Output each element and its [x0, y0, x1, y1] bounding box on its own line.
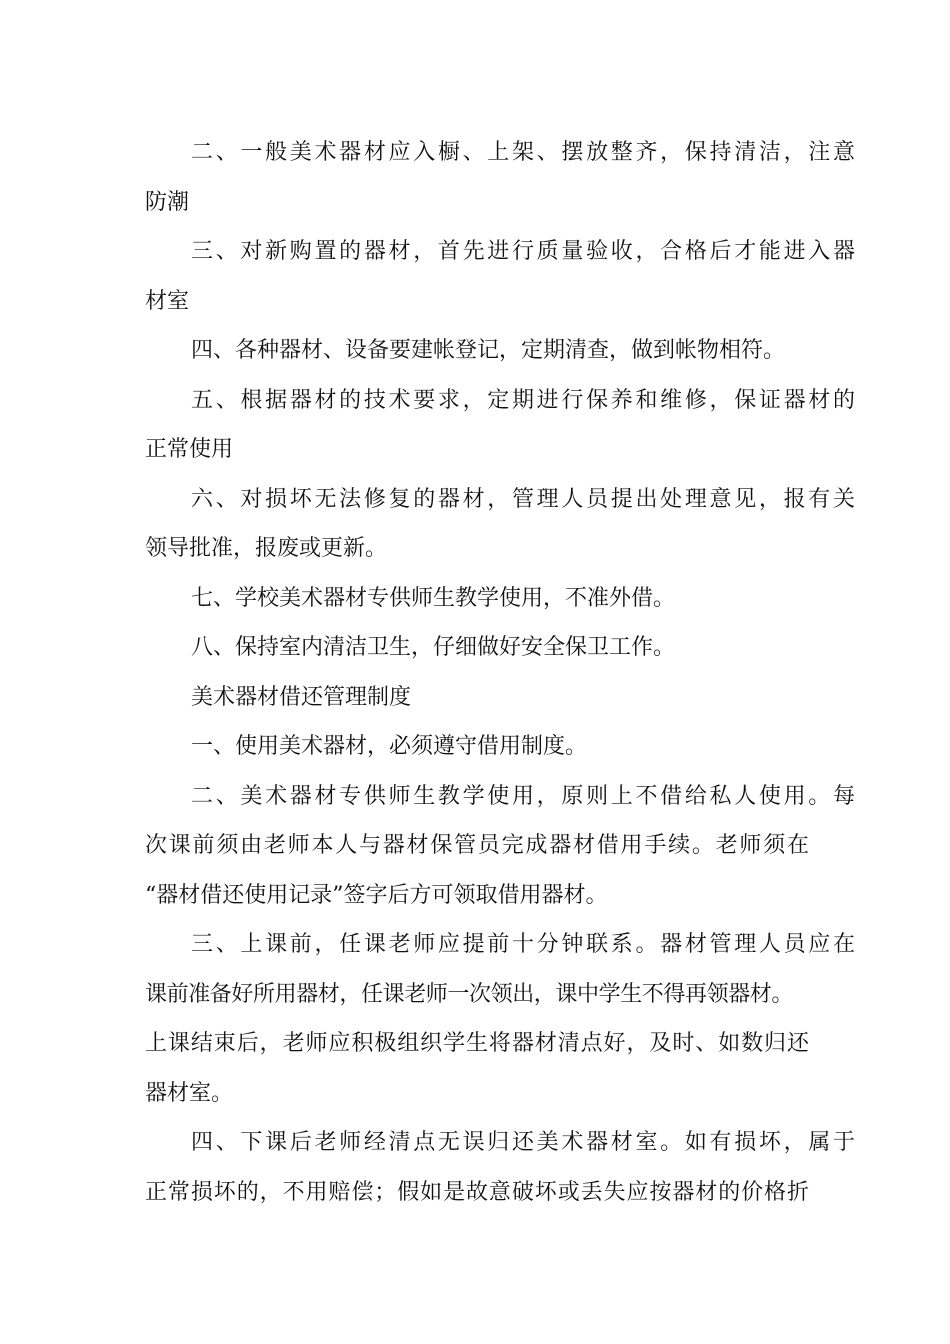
paragraph-line: 正常损坏的，不用赔偿；假如是故意破坏或丢失应按器材的价格折 [145, 1179, 809, 1205]
paragraph-line: 二、美术器材专供师生教学使用，原则上不借给私人使用。每 [191, 783, 855, 809]
paragraph-line: 一、使用美术器材，必须遵守借用制度。 [191, 734, 588, 759]
paragraph-line: 三、上课前，任课老师应提前十分钟联系。器材管理人员应在 [191, 932, 855, 957]
paragraph-line: 四、各种器材、设备要建帐登记，定期清查，做到帐物相符。 [191, 338, 786, 363]
paragraph-line: 领导批准，报废或更新。 [145, 536, 388, 561]
paragraph-line: 正常使用 [145, 437, 234, 462]
paragraph-line: 器材室。 [145, 1080, 234, 1106]
paragraph-line: 上课结束后，老师应积极组织学生将器材清点好，及时、如数归还 [145, 1031, 809, 1056]
document-body [145, 128, 855, 1217]
paragraph-line: 七、学校美术器材专供师生教学使用，不准外借。 [191, 585, 676, 611]
paragraph-line: “器材借还使用记录”签字后方可领取借用器材。 [145, 882, 608, 908]
paragraph-line: 材室 [145, 288, 190, 314]
paragraph-line: 五、根据器材的技术要求，定期进行保养和维修，保证器材的 [191, 387, 855, 413]
paragraph-line: 六、对损坏无法修复的器材，管理人员提出处理意见，报有关 [191, 486, 855, 512]
section-heading: 美术器材借还管理制度 [191, 684, 412, 710]
paragraph-line: 四、下课后老师经清点无误归还美术器材室。如有损坏，属于 [191, 1130, 855, 1155]
paragraph-line: 八、保持室内清洁卫生，仔细做好安全保卫工作。 [191, 635, 676, 660]
paragraph-line: 次课前须由老师本人与器材保管员完成器材借用手续。老师须在 [145, 833, 809, 858]
paragraph-line: 课前准备好所用器材，任课老师一次领出，课中学生不得再领器材。 [145, 981, 794, 1007]
paragraph-line: 二、一般美术器材应入橱、上架、摆放整齐，保持清洁，注意 [191, 140, 855, 165]
paragraph-line: 防潮 [145, 189, 190, 215]
paragraph-line: 三、对新购置的器材，首先进行质量验收，合格后才能进入器 [191, 239, 855, 264]
